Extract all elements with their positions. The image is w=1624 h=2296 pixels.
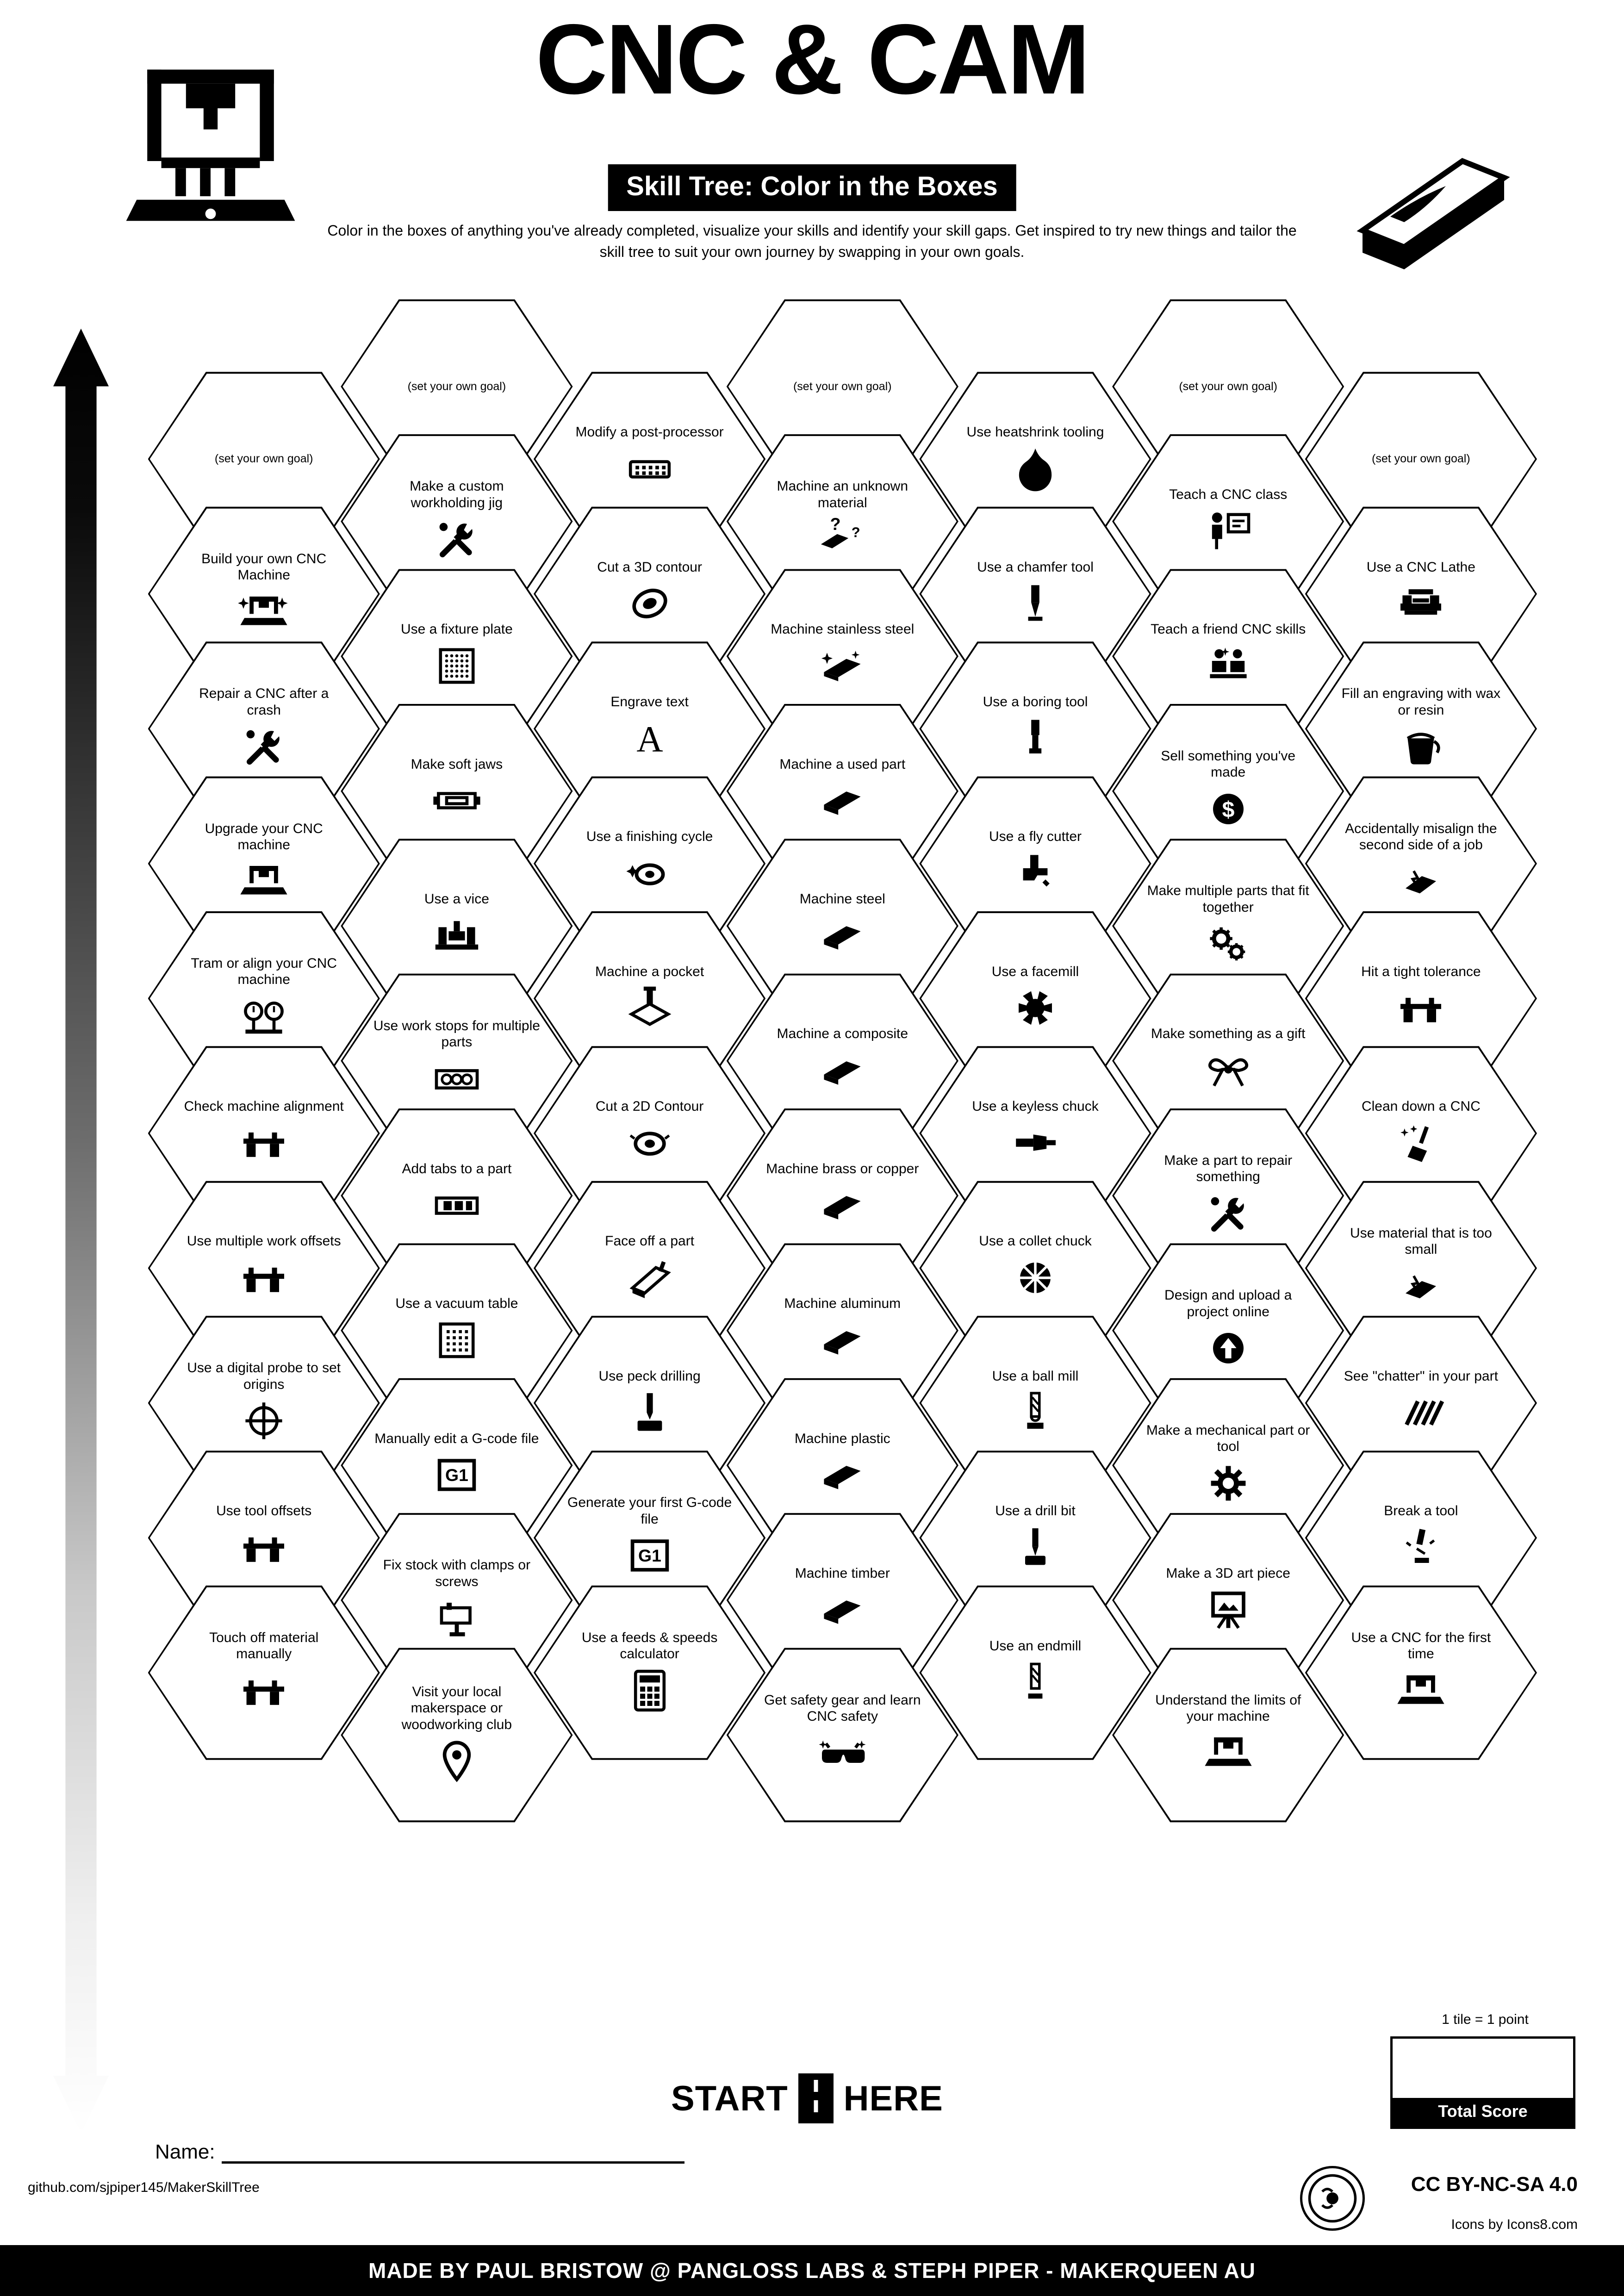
hex-content bbox=[1145, 748, 1312, 834]
svg-text:?: ? bbox=[830, 514, 841, 534]
hex-content bbox=[1338, 1368, 1505, 1438]
hex-content bbox=[759, 1431, 926, 1500]
here-label: HERE bbox=[843, 2078, 943, 2118]
contour-3d-icon bbox=[624, 578, 675, 629]
skill-tile-label: Use a digital probe to set origins bbox=[187, 1360, 341, 1392]
upload-icon bbox=[1203, 1323, 1254, 1374]
keyless-chuck-icon bbox=[1010, 1117, 1061, 1168]
hex-content bbox=[180, 1233, 348, 1303]
skill-tile-label: Machine steel bbox=[799, 891, 885, 907]
hex-content bbox=[566, 964, 733, 1033]
skill-tile-label: Machine an unknown material bbox=[777, 479, 908, 510]
skill-tile-label: See "chatter" in your part bbox=[1344, 1368, 1498, 1384]
skill-tile-label: Use a ball mill bbox=[992, 1368, 1079, 1384]
vacuum-table-icon bbox=[431, 1315, 482, 1366]
lathe-icon bbox=[1395, 578, 1446, 629]
hex-content bbox=[373, 380, 540, 394]
tabs-icon bbox=[431, 1180, 482, 1231]
skill-tile-label: Use a drill bit bbox=[995, 1503, 1076, 1519]
hex-content bbox=[180, 821, 348, 907]
stock-icon bbox=[817, 1450, 868, 1500]
hex-content bbox=[373, 478, 540, 565]
skill-tile-label: Machine stainless steel bbox=[771, 622, 915, 637]
g1-file-icon bbox=[624, 1530, 675, 1581]
hex-content bbox=[180, 551, 348, 637]
start-here-marker bbox=[671, 2073, 943, 2123]
crosshair-icon bbox=[238, 1395, 289, 1446]
skill-tile-label: Use a vacuum table bbox=[395, 1296, 518, 1312]
hex-content bbox=[566, 559, 733, 629]
hex-content bbox=[952, 828, 1119, 898]
skill-tile-label: (set your own goal) bbox=[407, 380, 506, 393]
paint-bucket-icon bbox=[1395, 721, 1446, 772]
endmill-icon bbox=[1010, 1657, 1061, 1708]
skill-tile-label: Understand the limits of your machine bbox=[1155, 1692, 1301, 1724]
skill-tile-label: Use peck drilling bbox=[598, 1368, 701, 1384]
skill-tile-label: Face off a part bbox=[605, 1233, 695, 1249]
hex-content bbox=[373, 1431, 540, 1500]
skill-tile-label: Break a tool bbox=[1384, 1503, 1458, 1519]
skill-tile-label: Make soft jaws bbox=[411, 756, 503, 772]
hex-content bbox=[373, 621, 540, 691]
hex-content bbox=[1338, 1630, 1505, 1716]
skill-tile-label: Use a keyless chuck bbox=[972, 1099, 1099, 1114]
hex-content bbox=[566, 424, 733, 494]
hex-content bbox=[759, 1026, 926, 1095]
hex-content bbox=[952, 964, 1119, 1033]
svg-text:G1: G1 bbox=[445, 1465, 468, 1485]
name-field[interactable] bbox=[155, 2140, 684, 2164]
hex-content bbox=[1338, 559, 1505, 629]
work-stops-icon bbox=[431, 1053, 482, 1104]
skill-tile-label: Cut a 3D contour bbox=[597, 559, 702, 575]
skill-tile-label: Make a custom workholding jig bbox=[410, 479, 504, 510]
hex-content bbox=[373, 1161, 540, 1231]
finishing-cycle-icon bbox=[624, 848, 675, 899]
cnc-machine-icon bbox=[238, 856, 289, 907]
skill-tile-label: Design and upload a project online bbox=[1164, 1288, 1292, 1319]
skill-tile-label: Use a chamfer tool bbox=[977, 559, 1094, 575]
hex-content bbox=[1338, 1098, 1505, 1168]
skill-tile-label: (set your own goal) bbox=[1372, 452, 1470, 466]
hex-content bbox=[566, 828, 733, 898]
hex-content bbox=[1145, 1287, 1312, 1374]
skill-tile-label: (set your own goal) bbox=[1179, 380, 1277, 393]
calculator-icon bbox=[624, 1665, 675, 1716]
intro-text: Color in the boxes of anything you've already completed, visualize your skills and identify your skill gaps. Get inspired to try new things and tailor the skill tree to suit your own journey by swapping in your own goals. bbox=[327, 222, 1297, 261]
stock-icon bbox=[817, 910, 868, 961]
hex-content bbox=[373, 1295, 540, 1365]
clamp-icon bbox=[431, 1593, 482, 1643]
skill-tile-label: Use work stops for multiple parts bbox=[373, 1018, 540, 1050]
hex-content bbox=[566, 1494, 733, 1581]
skill-tile-label: Build your own CNC Machine bbox=[201, 551, 327, 583]
skill-tile-label: Clean down a CNC bbox=[1361, 1099, 1481, 1114]
gears-icon bbox=[1203, 918, 1254, 969]
dial-indicators-icon bbox=[238, 991, 289, 1042]
stock-icon bbox=[817, 1045, 868, 1096]
score-hint: 1 tile = 1 point bbox=[1442, 2012, 1529, 2027]
wrench-screwdriver-icon bbox=[431, 514, 482, 565]
wrench-screwdriver-icon bbox=[1203, 1188, 1254, 1239]
skill-tile-label: Use multiple work offsets bbox=[187, 1233, 341, 1249]
hex-content bbox=[566, 1368, 733, 1438]
hex-content bbox=[952, 1098, 1119, 1168]
skill-tile-label: Touch off material manually bbox=[209, 1630, 319, 1662]
hex-content bbox=[180, 1503, 348, 1573]
hex-content bbox=[1145, 1565, 1312, 1635]
hex-content bbox=[1338, 685, 1505, 772]
hex-content bbox=[952, 1503, 1119, 1573]
skill-tile-label: Use tool offsets bbox=[216, 1503, 312, 1519]
teach-friend-icon bbox=[1203, 641, 1254, 691]
skill-tile-label: Make a part to repair something bbox=[1164, 1153, 1293, 1185]
hex-content bbox=[566, 1630, 733, 1716]
skill-tile-label: Use a finishing cycle bbox=[586, 829, 713, 845]
svg-text:?: ? bbox=[852, 524, 860, 541]
skill-tile-label: Tram or align your CNC machine bbox=[191, 956, 337, 988]
hex-content bbox=[373, 891, 540, 961]
face-off-icon bbox=[624, 1252, 675, 1303]
svg-text:A: A bbox=[636, 719, 663, 760]
skill-tile-label: Fill an engraving with wax or resin bbox=[1341, 686, 1501, 718]
peck-drill-icon bbox=[624, 1387, 675, 1438]
stock-icon bbox=[817, 775, 868, 826]
hex-content bbox=[566, 1233, 733, 1303]
hex-content bbox=[566, 1098, 733, 1168]
skill-tile-label: Modify a post-processor bbox=[575, 424, 724, 440]
skill-tile[interactable] bbox=[1305, 1583, 1537, 1762]
hex-content bbox=[1338, 821, 1505, 907]
skill-tile-label: Use material that is too small bbox=[1350, 1225, 1492, 1257]
skill-tile-label: Make something as a gift bbox=[1151, 1026, 1306, 1042]
github-url[interactable]: github.com/sjpiper145/MakerSkillTree bbox=[28, 2180, 260, 2195]
name-input-rule[interactable] bbox=[222, 2159, 684, 2164]
total-score-box[interactable] bbox=[1390, 2012, 1575, 2129]
skill-tile-label: Sell something you've made bbox=[1161, 748, 1296, 780]
name-label: Name: bbox=[155, 2140, 215, 2163]
skill-tile-label: Use a CNC for the first time bbox=[1351, 1630, 1491, 1662]
stock-icon bbox=[817, 1315, 868, 1366]
hex-content bbox=[759, 380, 926, 394]
map-pin-icon bbox=[431, 1736, 482, 1786]
hex-content bbox=[759, 1692, 926, 1779]
caliper-icon bbox=[1395, 983, 1446, 1033]
hex-content bbox=[180, 955, 348, 1042]
skill-tile-label: Machine timber bbox=[795, 1565, 890, 1581]
caliper-icon bbox=[238, 1252, 289, 1303]
hex-content bbox=[1145, 1026, 1312, 1095]
hex-content bbox=[373, 1557, 540, 1643]
total-score-label: Total Score bbox=[1393, 2098, 1573, 2127]
skill-tile-label: Machine brass or copper bbox=[766, 1161, 919, 1176]
chatter-icon bbox=[1395, 1387, 1446, 1438]
hex-content bbox=[1338, 1503, 1505, 1573]
collet-chuck-icon bbox=[1010, 1252, 1061, 1303]
fly-cutter-icon bbox=[1010, 848, 1061, 899]
hex-content bbox=[1145, 1152, 1312, 1239]
skill-tile-label: Repair a CNC after a crash bbox=[199, 686, 329, 718]
skill-tile-label: Hit a tight tolerance bbox=[1361, 964, 1481, 979]
skill-tile-label: Use a collet chuck bbox=[979, 1233, 1092, 1249]
fixture-plate-icon bbox=[431, 641, 482, 691]
unknown-material-icon bbox=[817, 514, 868, 565]
hex-content bbox=[1145, 621, 1312, 691]
easel-icon bbox=[1203, 1584, 1254, 1635]
hex-content bbox=[1338, 452, 1505, 466]
skill-tile-label: Use a fixture plate bbox=[400, 622, 513, 637]
stock-icon bbox=[817, 1584, 868, 1635]
gear-icon bbox=[1203, 1458, 1254, 1509]
skill-tile-label: Teach a CNC class bbox=[1169, 486, 1288, 502]
skill-tile-label: Generate your first G-code file bbox=[567, 1495, 732, 1527]
svg-text:$: $ bbox=[1222, 797, 1235, 822]
pocket-icon bbox=[624, 983, 675, 1033]
skill-tile-label: Machine a used part bbox=[779, 756, 906, 772]
skill-tile-label: Make a mechanical part or tool bbox=[1146, 1422, 1310, 1455]
hex-content bbox=[759, 1295, 926, 1365]
hex-content bbox=[952, 559, 1119, 629]
skill-tile-label: Use a feeds & speeds calculator bbox=[581, 1630, 718, 1662]
broken-tool-icon bbox=[1395, 1522, 1446, 1573]
skill-tile-label: Make a 3D art piece bbox=[1166, 1565, 1290, 1581]
hex-content bbox=[952, 694, 1119, 764]
hex-content bbox=[373, 756, 540, 826]
soft-jaws-icon bbox=[431, 775, 482, 826]
skill-tile-label: Use an endmill bbox=[989, 1638, 1082, 1654]
skill-tile-label: Upgrade your CNC machine bbox=[205, 821, 323, 853]
stock-icon bbox=[817, 1180, 868, 1231]
skill-tile-label: Use a CNC Lathe bbox=[1366, 559, 1475, 575]
vice-icon bbox=[431, 910, 482, 961]
contour-2d-icon bbox=[624, 1117, 675, 1168]
creative-commons-badge-icon bbox=[1300, 2166, 1365, 2231]
skill-tile-label: Machine a pocket bbox=[595, 964, 704, 979]
hex-content bbox=[1338, 1225, 1505, 1312]
skill-tile-label: Machine a composite bbox=[777, 1026, 908, 1042]
license-text: CC BY-NC-SA 4.0 bbox=[1411, 2173, 1578, 2196]
ball-mill-icon bbox=[1010, 1387, 1061, 1438]
hex-content bbox=[759, 478, 926, 565]
skill-tile-label: Cut a 2D Contour bbox=[595, 1099, 704, 1114]
caliper-icon bbox=[238, 1117, 289, 1168]
skill-tile-label: Make multiple parts that fit together bbox=[1147, 883, 1309, 915]
broom-icon bbox=[1395, 1117, 1446, 1168]
skill-tile-label: Teach a friend CNC skills bbox=[1151, 622, 1306, 637]
footer-credit-bar: MADE BY PAUL BRISTOW @ PANGLOSS LABS & STEPH PIPER - MAKERQUEEN AU bbox=[0, 2245, 1624, 2296]
flame-icon bbox=[1010, 443, 1061, 494]
skill-tile-label: Use a boring tool bbox=[983, 694, 1088, 709]
hex-content bbox=[1145, 883, 1312, 969]
skill-tile-label: (set your own goal) bbox=[214, 452, 313, 466]
skill-tile-label: Use a fly cutter bbox=[989, 829, 1082, 845]
skill-tile-label: Use a facemill bbox=[991, 964, 1079, 979]
post-processor-icon bbox=[624, 443, 675, 494]
chamfer-tool-icon bbox=[1010, 578, 1061, 629]
safety-glasses-icon bbox=[817, 1727, 868, 1778]
hex-content bbox=[180, 1360, 348, 1446]
skill-tile-label: Add tabs to a part bbox=[402, 1161, 512, 1176]
g1-file-icon bbox=[431, 1450, 482, 1500]
caliper-icon bbox=[238, 1522, 289, 1573]
dollar-icon bbox=[1203, 784, 1254, 834]
hex-content bbox=[759, 891, 926, 961]
page-subtitle: Skill Tree: Color in the Boxes bbox=[608, 164, 1016, 211]
caliper-icon bbox=[238, 1665, 289, 1716]
start-label: START bbox=[671, 2078, 788, 2118]
skill-tile-label: Machine aluminum bbox=[784, 1296, 901, 1312]
hex-content bbox=[952, 424, 1119, 494]
hex-content bbox=[566, 694, 733, 764]
icons-credit: Icons by Icons8.com bbox=[1451, 2217, 1578, 2232]
hex-content bbox=[1145, 380, 1312, 394]
boring-tool-icon bbox=[1010, 713, 1061, 764]
hex-content bbox=[952, 1233, 1119, 1303]
skill-tile-label: Visit your local makerspace or woodworking club bbox=[401, 1684, 512, 1732]
cnc-machine-sparkle-icon bbox=[238, 586, 289, 637]
hex-content bbox=[952, 1368, 1119, 1438]
skill-tile-label: Check machine alignment bbox=[184, 1099, 344, 1114]
road-icon bbox=[798, 2073, 834, 2123]
skill-tile-label: Manually edit a G-code file bbox=[374, 1431, 539, 1446]
skill-tile-label: Accidentally misalign the second side of a job bbox=[1345, 821, 1497, 853]
skill-tile-label: Use a vice bbox=[424, 891, 489, 907]
page-title: CNC & CAM bbox=[535, 3, 1089, 115]
hex-content bbox=[373, 1684, 540, 1786]
hex-content bbox=[180, 1098, 348, 1168]
hex-content bbox=[1145, 1422, 1312, 1509]
svg-text:G1: G1 bbox=[638, 1546, 661, 1566]
hex-content bbox=[180, 1630, 348, 1716]
hex-content bbox=[1145, 486, 1312, 556]
skill-tile-label: Machine plastic bbox=[794, 1431, 890, 1446]
hex-content bbox=[759, 1565, 926, 1635]
hex-content bbox=[180, 685, 348, 772]
skill-tile-label: Get safety gear and learn CNC safety bbox=[764, 1692, 921, 1724]
skill-tile-label: Use heatshrink tooling bbox=[966, 424, 1104, 440]
hex-content bbox=[180, 452, 348, 466]
hex-content bbox=[952, 1638, 1119, 1708]
stock-sparkle-icon bbox=[817, 641, 868, 691]
skill-tile-label: Fix stock with clamps or screws bbox=[383, 1557, 531, 1589]
drill-bit-icon bbox=[1010, 1522, 1061, 1573]
wrench-screwdriver-icon bbox=[238, 721, 289, 772]
cnc-machine-icon bbox=[1203, 1727, 1254, 1778]
hex-content bbox=[759, 621, 926, 691]
hex-content bbox=[759, 1161, 926, 1231]
gift-bow-icon bbox=[1203, 1045, 1254, 1096]
skill-tile-label: (set your own goal) bbox=[793, 380, 892, 393]
skill-tile-label: Engrave text bbox=[610, 694, 689, 709]
broken-part-icon bbox=[1395, 856, 1446, 907]
facemill-icon bbox=[1010, 983, 1061, 1033]
hex-content bbox=[373, 1018, 540, 1104]
broken-part-icon bbox=[1395, 1261, 1446, 1312]
hex-content bbox=[1145, 1692, 1312, 1779]
letter-a-icon bbox=[624, 713, 675, 764]
hex-content bbox=[759, 756, 926, 826]
cnc-machine-icon bbox=[1395, 1665, 1446, 1716]
teacher-icon bbox=[1203, 505, 1254, 556]
hex-content bbox=[1338, 964, 1505, 1033]
